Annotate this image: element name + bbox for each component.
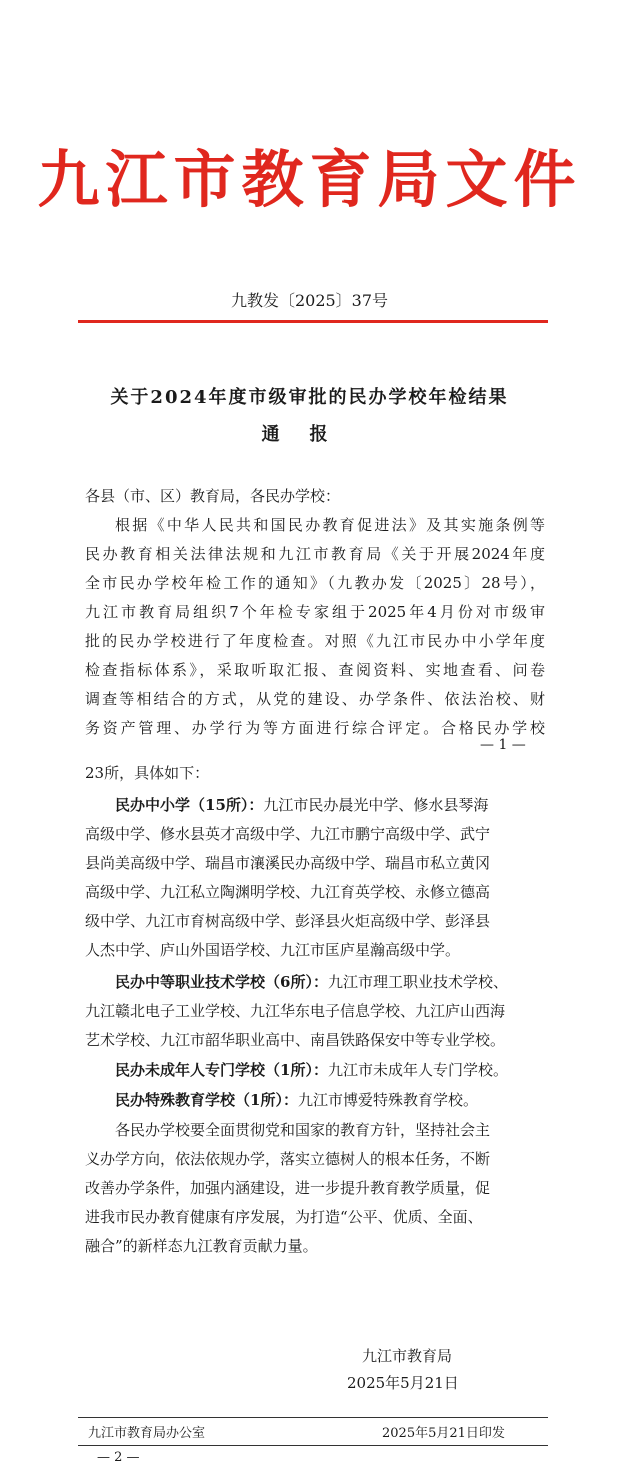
paragraph-line: 进我市民办教育健康有序发展，为打造“公平、优质、全面、 — [85, 1208, 483, 1226]
paragraph-line: 批的民办学校进行了年度检查。对照《九江市民办中小学年度 — [85, 632, 545, 650]
header-red-divider — [78, 320, 548, 323]
closing-paragraph — [85, 1116, 545, 1261]
section-label: 民办中小学（15所）： — [115, 796, 264, 814]
paragraph-line: 民办教育相关法律法规和九江市教育局《关于开展2024年度 — [85, 545, 545, 563]
footer-print-date: 2025年5月21日印发 — [382, 1426, 505, 1441]
salutation: 各县（市、区）教育局，各民办学校： — [85, 487, 341, 505]
paragraph-line: 根据《中华人民共和国民办教育促进法》及其实施条例等 — [115, 516, 545, 534]
paragraph-line: 九江市理工职业技术学校、 — [327, 973, 508, 991]
paragraph-line: 务资产管理、办学行为等方面进行综合评定。合格民办学校 — [85, 719, 545, 737]
paragraph-line: 义办学方向，依法依规办学，落实立德树人的根本任务，不断 — [85, 1150, 491, 1168]
notice-title-line-2: 通报 — [261, 424, 358, 445]
section-label: 民办未成年人专门学校（1所）： — [115, 1061, 328, 1079]
signature-date: 2025年5月21日 — [347, 1374, 459, 1392]
paragraph-line: 高级中学、九江私立陶渊明学校、九江育英学校、永修立德高 — [85, 883, 491, 901]
minor-school-section — [85, 1056, 575, 1085]
section-label: 民办特殊教育学校（1所）： — [115, 1091, 298, 1109]
paragraph-continuation: 23所，具体如下： — [85, 764, 210, 782]
paragraph-line: 改善办学条件，加强内涵建设，进一步提升教育教学质量，促 — [85, 1179, 491, 1197]
paragraph-line: 高级中学、修水县英才高级中学、九江市鹏宁高级中学、武宁 — [85, 825, 491, 843]
paragraph-line: 九江市教育局组织7个年检专家组于2025年4月份对市级审 — [85, 603, 545, 621]
footer-top-divider — [78, 1417, 548, 1418]
special-school-section — [85, 1086, 575, 1115]
paragraph-line: 级中学、九江市育树高级中学、彭泽县火炬高级中学、彭泽县 — [85, 912, 491, 930]
paragraph-line: 融合”的新样态九江教育贡献力量。 — [85, 1237, 318, 1255]
page-number-2: — 2 — — [97, 1450, 140, 1465]
paragraph-line: 各民办学校要全面贯彻党和国家的教育方针，坚持社会主 — [115, 1121, 491, 1139]
notice-title-line-1: 关于2024年度市级审批的民办学校年检结果 — [110, 387, 509, 408]
paragraph-line: 检查指标体系》，采取听取汇报、查阅资料、实地查看、问卷 — [85, 661, 545, 679]
section-text: 九江市博爱特殊教育学校。 — [297, 1091, 478, 1109]
paragraph-line: 九江市民办晨光中学、修水县琴海 — [263, 796, 489, 814]
section-text: 九江市未成年人专门学校。 — [327, 1061, 508, 1079]
paragraph-line: 九江赣北电子工业学校、九江华东电子信息学校、九江庐山西海 — [85, 1002, 506, 1020]
document-number: 九教发〔2025〕37号 — [230, 291, 389, 310]
footer-issuing-office: 九江市教育局办公室 — [88, 1426, 206, 1441]
body-paragraph-1 — [85, 511, 545, 743]
paragraph-line: 艺术学校、九江市韶华职业高中、南昌铁路保安中等专业学校。 — [85, 1031, 506, 1049]
page-number-1: — 1 — — [480, 737, 526, 753]
footer-bottom-divider — [78, 1445, 548, 1446]
vocational-schools-section — [85, 968, 545, 1055]
primary-schools-section — [85, 791, 545, 965]
paragraph-line: 县尚美高级中学、瑞昌市瀼溪民办高级中学、瑞昌市私立黄冈 — [85, 854, 491, 872]
paragraph-line: 全市民办学校年检工作的通知》（九教办发〔2025〕28号）， — [85, 574, 545, 592]
paragraph-line: 调查等相结合的方式，从党的建设、办学条件、依法治校、财 — [85, 690, 545, 708]
signature-organization: 九江市教育局 — [362, 1347, 453, 1365]
paragraph-line: 人杰中学、庐山外国语学校、九江市匡庐星瀚高级中学。 — [85, 941, 461, 959]
section-label: 民办中等职业技术学校（6所）： — [115, 973, 328, 991]
document-header-title: 九江市教育局文件 — [37, 143, 582, 216]
